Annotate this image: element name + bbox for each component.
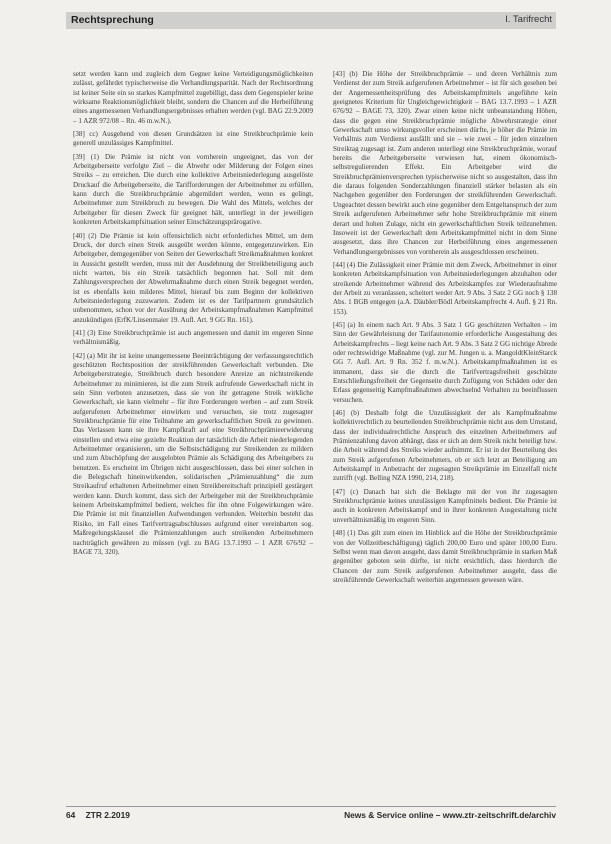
paragraph: [47] (c) Danach hat sich die Beklagte mit der von ihr zugesagten Streikbruchprämie keines unzulässigen Kampfmittels bedient. Die Prämie ist auch in konkreten Arbeitskampf und in ihrer konkreten Ausgestaltung nicht unverhältnismäßig im engeren Sinn. [333,487,557,524]
paragraph: [39] (1) Die Prämie ist nicht von vornherein ungeeignet, das von der Arbeitgeberseite verfolgte Ziel – die Abwehr oder Milderung der Folgen eines Streiks – zu erreichen. Die durch eine kollektive Arbeitsniederlegung ausgelöste Druckauf die Arbeitgeberseite, die Tarifforderungen der Arbeitnehmer zu erfüllen, kann durch die Streikbruchprämie abgemildert werden, wenn es gelingt, Arbeitnehmer zum Streikbruch zu bewegen. Die Wahl des Mittels, welches der Arbeitgeber für diesen Zweck für geeignet hält, unterliegt in der jeweiligen konkreten Arbeitskampfsituation seiner Einschätzungsprärogative. [73,152,313,227]
paragraph: [44] (4) Die Zulässigkeit einer Prämie mit dem Zweck, Arbeitnehmer in einer konkreten Arbeitskampfsituation von Arbeitsniederlegungen abzuhalten oder streikende Arbeitnehmer während des Arbeitskampfes zur Wiederaufnahme der Arbeit zu veranlassen, scheitert weder Art. 9 Abs. 3 Satz 2 GG noch § 138 Abs. 1 BGB entgegen (a.A. Däubler/Bödl Arbeitskampfrecht 4. Aufl. § 21 Rn. 153). [333,260,557,316]
page-header [66,12,556,29]
website-link[interactable]: News & Service online – www.ztr-zeitschrift.de/archiv [344,810,556,820]
footer-divider [66,806,556,807]
paragraph: [46] (b) Deshalb folgt die Unzulässigkeit der als Kampfmaßnahme kollektivrechtlich zu beurteilenden Streikbruchprämie nicht aus dem Umstand, dass der individualrechtliche Anspruch des einzelnen Arbeitnehmers auf Prämienzahlung davon abhängt, dass er sich an dem Streik nicht beteiligt bzw. die Arbeit während des Streiks wieder aufnimmt. Er ist in der Beurteilung des zum Streik aufgerufenen Arbeitnehmers, ob er sich letzt an Beteiligung am Arbeitskampf in Anbetracht der zugesagten Streikprämie im Einzelfall nicht zutrifft (vgl. Belling NZA 1990, 214, 218). [333,409,557,483]
paragraph: [45] (a) In einem nach Art. 9 Abs. 3 Satz 1 GG geschützten Verhalten – im Sinn der Gewährleistung der Tarifautonomie erforderliche Ausgestaltung des Arbeitskampfrechts – liegt keine nach Art. 9 Abs. 3 Satz 2 GG nichtige Abrede oder rechtswidrige Maßnahme (vgl. zur M. Jungen u. a. MangoldtKleinStarck GG 7. Aufl. Art. 9 Rn. 352 f. m.w.N.). Arbeitskampfmaßnahmen ist es immanent, dass sie die durch die Tarifvertragsfreiheit geschützte Entschließungsfreiheit der Gegenseite durch Zufügung von Schäden oder den Erlass gegenseitig Kampfmaßnahmen abwechselnd Verhalten zu beeinflussen versuchen. [333,320,557,404]
paragraph: [41] (3) Eine Streikbruchprämie ist auch angemessen und damit im engeren Sinne verhältnismäßig. [73,328,313,347]
left-column [73,70,313,561]
issue-label: ZTR 2.2019 [85,810,130,820]
paragraph: [48] (1) Das gilt zum einen im Hinblick auf die Höhe der Streikbruchprämie von der Vollzeitbeschäftigung) täglich 200,00 Euro und später 100,00 Euro. Selbst wenn man davon ausgeht, dass damit Streikbruchprämie in starken Maß gegenüber geboten sein dürfte, ist nicht ersichtlich, dass hierdurch die Chancen der zum Streik aufgerufenen Arbeitnehmer ausgeht, dass die streikführende Gewerkschaft weiterhin angemessen gewesen wäre. [333,529,557,584]
page-number: 64 [66,810,76,820]
paragraph: [42] (a) Mit ihr ist keine unangemessene Beeinträchtigung der verfassungsrechtlich geschützten Rechtsposition der streikführenden Gewerkschaft verbunden. Die Arbeitgeberstrategie, Streikbruch durch besondere Anreize an nichtstreikende Arbeitnehmer zu minimieren, ist die zum Streik aufrufende Gewerkschaft nicht in sein Sinn verboten anzusetzen, dass sie von ihr getragene Streik wirkliche Gewerkschaft, sie kann vielmehr – für ihre Forderungen werben – auf zum Streik aufgerufenen Arbeitnehmer einwirken und versuchen, sie trotz zugesagter Streikbruchprämie für eine Teilnahme am gewerkschaftlichen Streik zu gewinnen. Das Verlassen kann sie ihre Kampfkraft auf eine Streikbruchprämieerwiderung einstellen und etwa eine gezielte Reaktion der tatsächlich die Arbeit niederlegenden Arbeitnehmer organisieren, um die Selbstschädigung zur Streikenden zu mildern und zum Abschöpfung der ausgelobten Prämie als Schädigung des Arbeitgebers zu benutzen. Es erscheint im Übrigen nicht ausgeschlossen, dass bei einer solchen in die Belegschaft hineinwirkenden, solidarischen „Prämienzahlung“ die zum Streikaufruf erhaltenen Arbeitnehmer einen Streikbereitschaft prinzipiell gestärgert werden kann. Durch kommt, dass sich der Arbeitgeber mit der Streikbruchprämie keinem Arbeitskampfmittel bedient, welches für ihn ohne Folgewirkungen wäre. Die Prämie ist mit finanziellen Aufwendungen verbunden. Weiterhin besteht das Risiko, im Fall eines Tarifvertragsabschlusses aufgrund einer vereinbarten sog. Maßregelungsklausel die Prämienzahlungen auch streikenden Arbeitnehmern nachträglich gewähren zu müssen (vgl. zu BAG 13.7.1993 – 1 AZR 676/92 – BAGE 73, 320). [73,351,313,556]
paragraph: [43] (b) Die Höhe der Streikbruchprämie – und deren Verhältnis zum Verdienst der zum Streik aufgerufenen Arbeitnehmer – ist für sich gesehen bei der Angemessenheitsprüfung des Arbeitskampfmittels angeführte kein geeignetes Kriterium für Ungleichgewichtigkeit – BAG 13.7.1993 – 1 AZR 676/92 – BAGE 73, 320). Zwar einen keine nicht unbeanstandung Höhen, dass die gegen eine Streikbruchprämie mögliche Abwehrstrategie einer Gewerkschaft umso wirkungsvoller erscheinen dürfte, je höher die Prämie im Verhältnis zum Verdienst ausfällt und sie – wie zwei – für jeden einzelnen Streiktag zugesagt ist. Zum anderen unterliegt eine Streikbruchprämie, worauf bereits die Arbeitgeberseite verwiesen hat, einem ökonomisch-selbstregulierenden Effekt. Ein Arbeitgeber wird die Streikbruchprämienversprechen typischerweise nicht so ausgestalten, dass ihn die daraus folgenden Sonderzahlungen finanziell stärker belasten als ein Nachgeben gegenüber den Forderungen der streikführenden Gewerkschaft. Ungeachtet dessen bewirkt auch eine gegenüber dem Entgeltanspruch der zum Streik aufgerufenen Arbeitnehmer sehr hohe Streikbruchprämie mit einem derart und hohen Zulage, nicht ein gewerkschaftlichen Streik teilzunehmen. Insoweit ist der Gewerkschaft dem Arbeitskampfmittel nicht in dem Sinne ausgesetzt, dass ihre Chancen zur Herbeiführung eines angemessenen Verhandlungsergebnisses von vornherein als ausgeschlossen erscheinen. [333,70,557,256]
footer-left [66,810,130,820]
paragraph: setzt werden kann und zugleich dem Gegner keine Verteidigungsmöglichkeiten zulässt, gefährdet typischerweise die Verhandlungsparität. Nach der Rechtsordnung ist keiner Seite ein so starkes Kampfmittel zugebilligt, dass dem Gegenspieler keine wirksame Reaktionsmöglichkeit bleibt, sondern die Chancen auf die Herbeiführung eines angemessenen Verhandlungsergebnisses erhalten werden (vgl. BAG 22.9.2009 – 1 AZR 972/08 – Rn. 46 m.w.N.). [73,70,313,125]
right-column [333,70,557,589]
section-title: Rechtsprechung [71,14,154,26]
paragraph: [38] cc) Ausgehend von diesen Grundsätzen ist eine Streikbruchprämie kein generell unzulässiges Kampfmittel. [73,130,313,148]
topic-title: I. Tarifrecht [505,14,552,25]
paragraph: [40] (2) Die Prämie ist kein offensichtlich nicht erforderliches Mittel, um dem Druck, der durch einen Streik ausgeübt werden könnte, entgegenzuwirken. Ein Arbeitgeber, demgegenüber von Seiten der Gewerkschaft Streikmaßnahmen konkret in Aussicht gestellt werden, muss mit der Ausdehnung der Streikbeteiligung auch nicht warten, bis ein Streik tatsächlich begonnen hat. Soll mit dem Zahlungsversprechen der Abwehrmaßnahme durch einen Streik begegnet werden, ist es ebenfalls kein milderes Mittel, hierauf bis zum Beginn der kollektiven Arbeitsniederlegung zuzuwarten. Zudem ist es der Tarifpartnern grundsätzlich unbenommen, schon vor der Ausübung der Arbeitskampfmaßnahmen Kampfmittel anzukündigen (ErfK/Linsenmaier 19. Aufl. Art. 9 GG Rn. 161). [73,231,313,324]
